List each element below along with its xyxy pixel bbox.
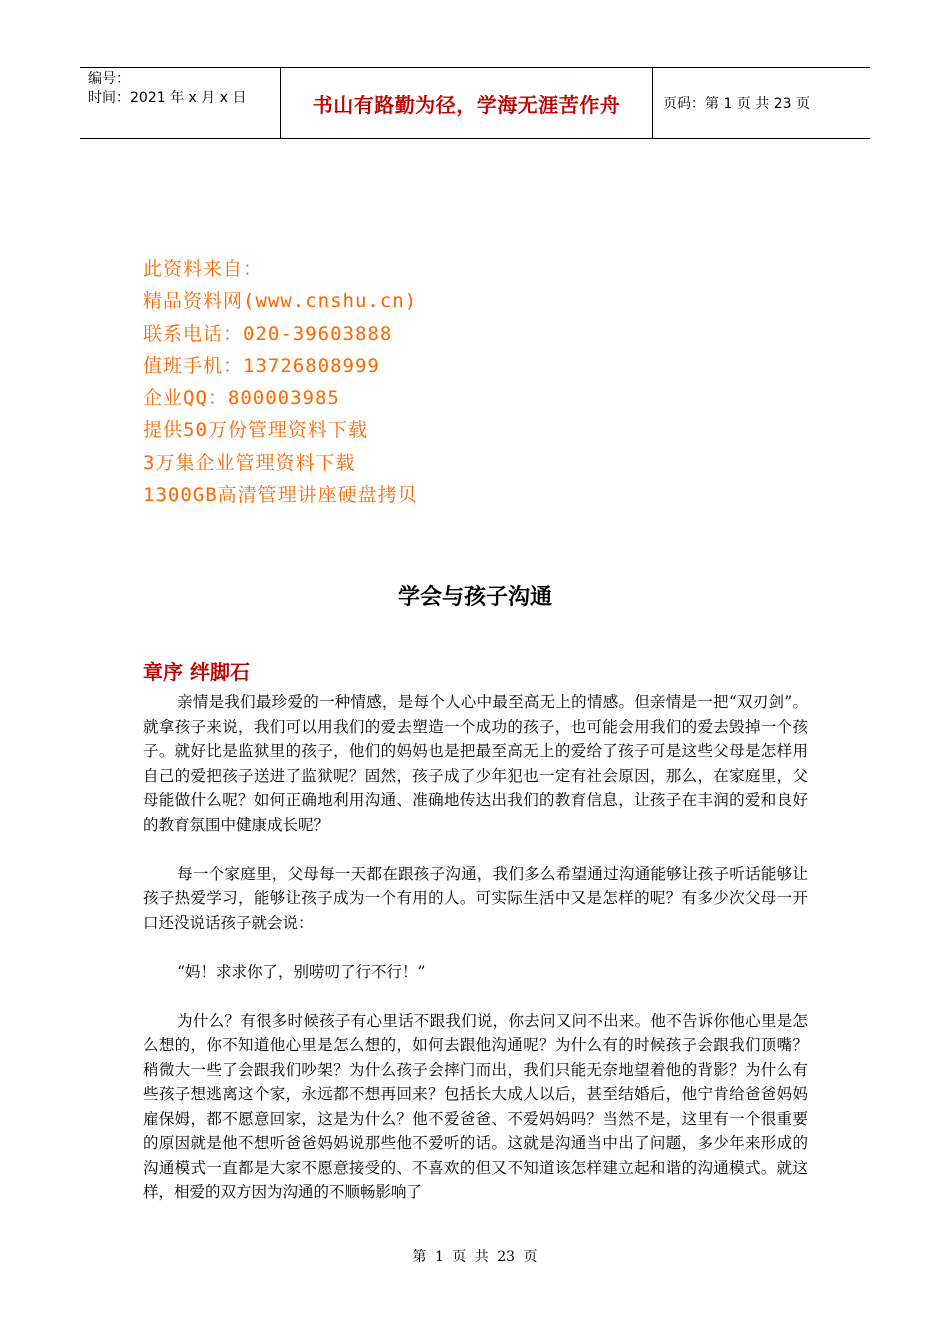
body-text xyxy=(143,690,808,1229)
document-number-label: 编号： xyxy=(88,71,130,87)
promo-line: 企业QQ：800003985 xyxy=(143,387,340,410)
header-table xyxy=(80,67,870,139)
promo-line: 值班手机：13726808999 xyxy=(143,354,380,377)
promo-line: 联系电话：020-39603888 xyxy=(143,322,393,345)
paragraph: 亲情是我们最珍爱的一种情感，是每个人心中最至高无上的情感。但亲情是一把“双刃剑”。就拿孩子来说，我们可以用我们的爱去塑造一个成功的孩子，也可能会用我们的爱去毁掉一个孩子。就好比是监狱里的孩子，他们的妈妈也是把最至高无上的爱给了孩子可是这些父母是怎样用自己的爱把孩子送进了监狱呢？固然，孩子成了少年犯也一定有社会原因，那么，在家庭里，父母能做什么呢？如何正确地利用沟通、准确地传达出我们的教育信息，让孩子在丰润的爱和良好的教育氛围中健康成长呢？ xyxy=(143,693,808,834)
promo-line: 提供50万份管理资料下载 xyxy=(143,419,368,442)
promo-line: 此资料来自： xyxy=(143,258,264,280)
document-title: 学会与孩子沟通 xyxy=(397,585,552,610)
header-left-cell xyxy=(80,68,280,138)
header-page-info: 页码：第 1 页 共 23 页 xyxy=(663,96,810,112)
promo-line: 1300GB高清管理讲座硬盘拷贝 xyxy=(143,484,418,507)
paragraph: 为什么？有很多时候孩子有心里话不跟我们说，你去问又问不出来。他不告诉你他心里是怎么想的，你不知道他心里是怎么想的，如何去跟他沟通呢？为什么有的时候孩子会跟我们顶嘴？稍微大一些了会跟我们吵架？为什么孩子会摔门而出，我们只能无奈地望着他的背影？为什么有些孩子想逃离这个家，永远都不想再回来？包括长大成人以后，甚至结婚后，他宁肯给爸爸妈妈雇保姆，都不愿意回家，这是为什么？他不爱爸爸、不爱妈妈吗？当然不是，这里有一个很重要的原因就是他不想听爸爸妈妈说那些他不爱听的话。这就是沟通当中出了问题，多少年来形成的沟通模式一直都是大家不愿意接受的、不喜欢的但又不知道该怎样建立起和谐的沟通模式。就这样，相爱的双方因为沟通的不顺畅影响了 xyxy=(143,1011,808,1201)
promo-line: 3万集企业管理资料下载 xyxy=(143,451,356,474)
header-motto: 书山有路勤为径，学海无涯苦作舟 xyxy=(280,68,653,138)
quote-paragraph: “妈！求求你了，别唠叨了行不行！” xyxy=(177,962,426,981)
chapter-heading: 章序 绊脚石 xyxy=(143,660,250,684)
document-date-label: 时间：2021 年 x 月 x 日 xyxy=(88,90,247,106)
page-footer: 第 1 页 共 23 页 xyxy=(412,1249,538,1265)
promo-line: 精品资料网(www.cnshu.cn) xyxy=(143,290,418,313)
promo-block xyxy=(143,253,418,511)
paragraph: 每一个家庭里，父母每一天都在跟孩子沟通，我们多么希望通过沟通能够让孩子听话能够让孩子热爱学习，能够让孩子成为一个有用的人。可实际生活中又是怎样的呢？有多少次父母一开口还没说话孩子就会说： xyxy=(143,864,808,932)
